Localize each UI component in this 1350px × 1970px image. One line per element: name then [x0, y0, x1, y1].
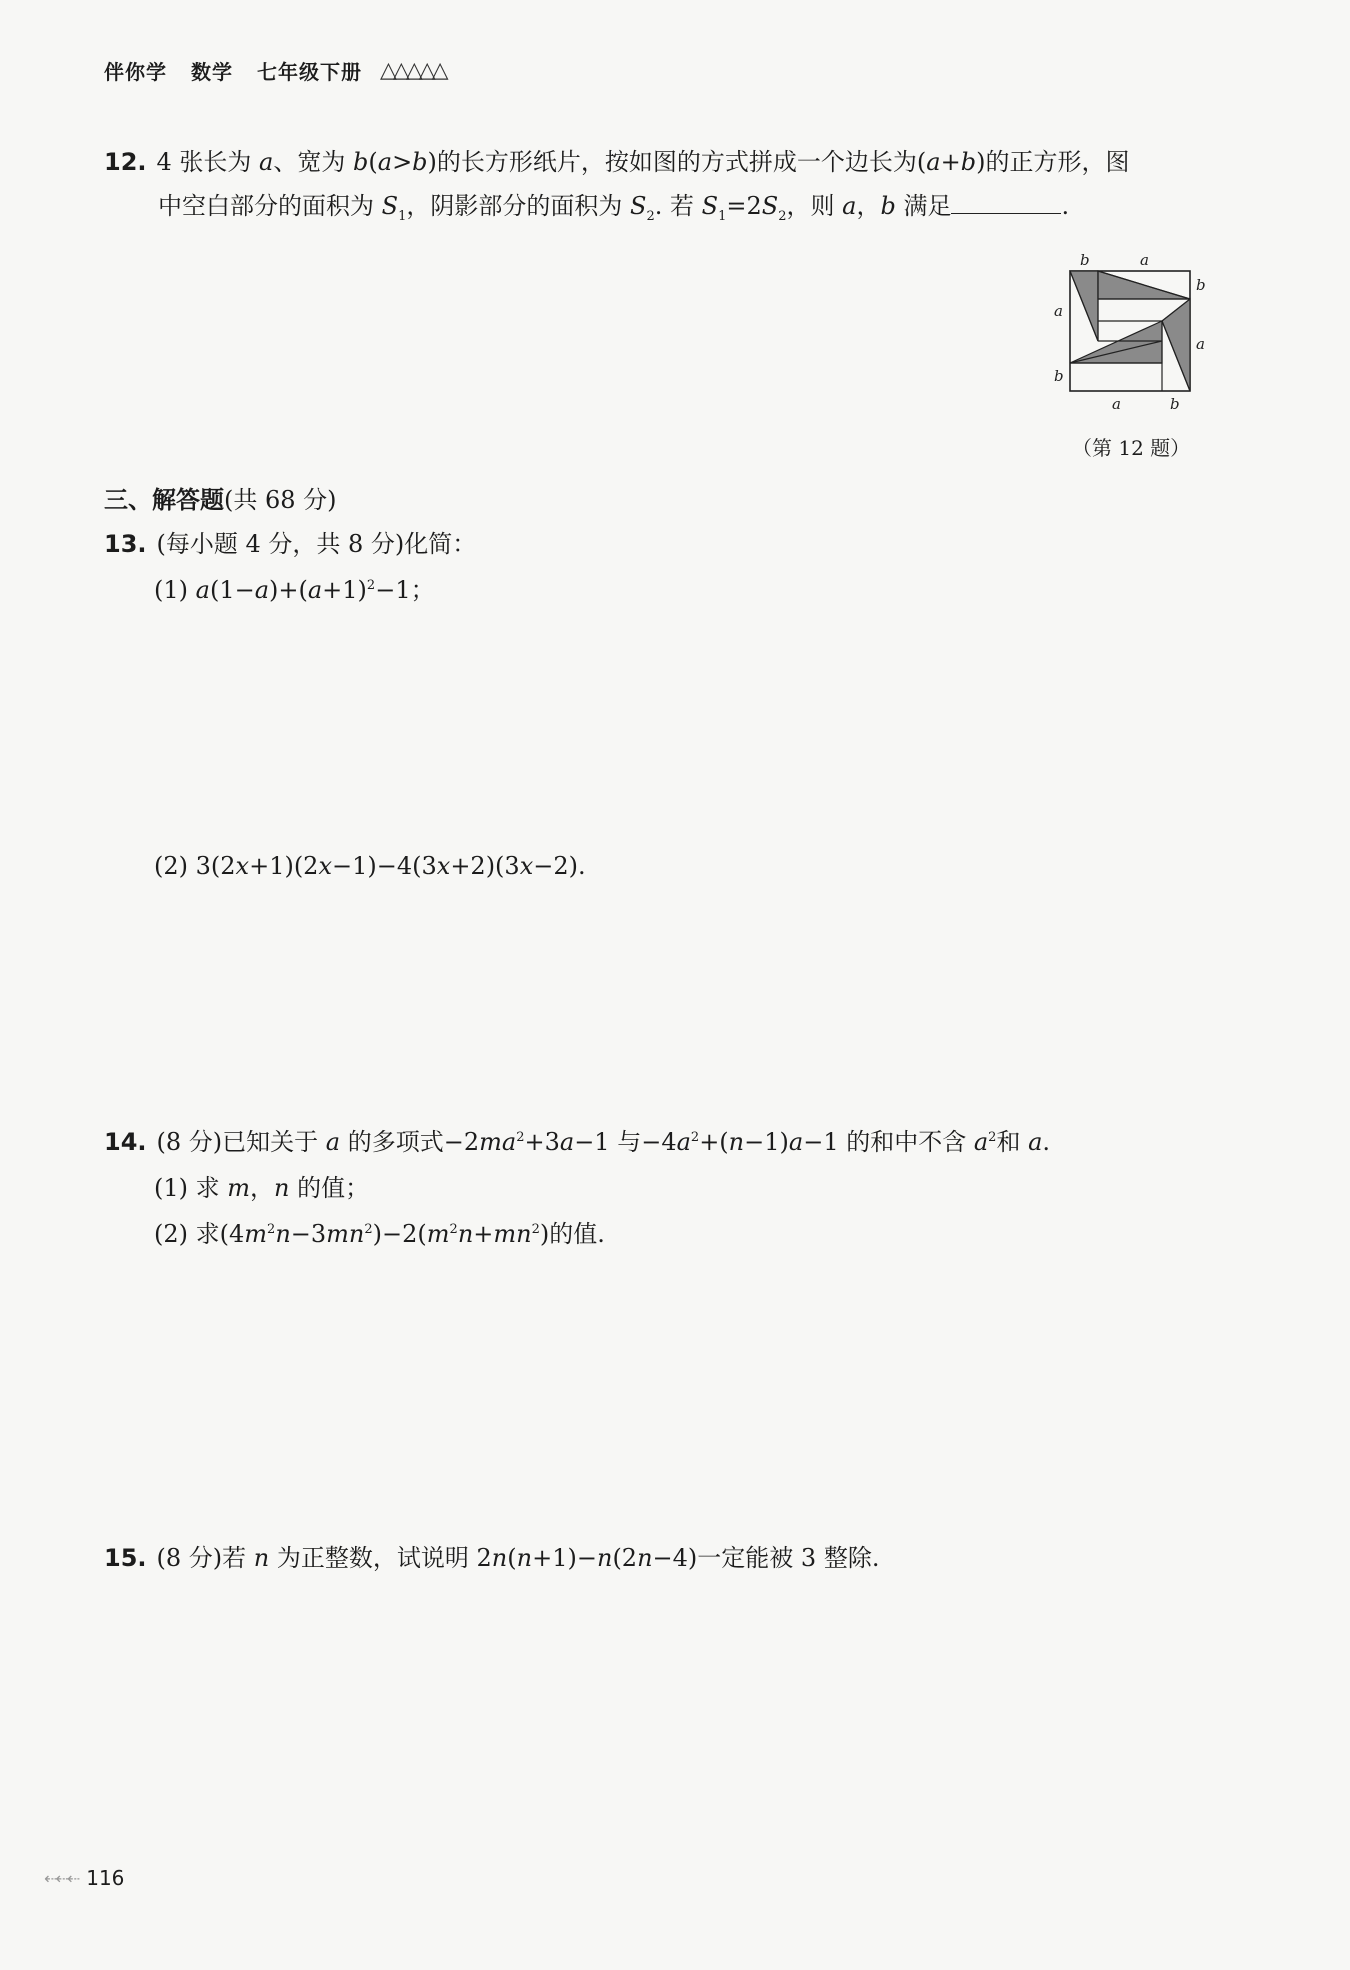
page-footer	[44, 1866, 124, 1890]
section-heading: 三、解答题(共 68 分)	[104, 486, 337, 514]
question-number: 14.	[104, 1128, 147, 1156]
question-number: 15.	[104, 1544, 147, 1572]
q14-part-2: (2) 求$(4m^2n-3mn^2)-2(m^2n+mn^2)$的值.	[154, 1220, 605, 1248]
q13-part-2: (2) 3(2x+1)(2x−1)−4(3x+2)(3x−2).	[154, 852, 586, 880]
label-top-a: a	[1140, 251, 1149, 269]
q14-part-1: (1) 求 m，n 的值；	[154, 1174, 370, 1202]
subject: 数学	[191, 60, 233, 84]
pinwheel-square-figure	[1040, 246, 1220, 416]
label-left-a: a	[1054, 302, 1063, 320]
question-number: 13.	[104, 530, 147, 558]
label-bottom-a: a	[1112, 395, 1121, 413]
label-top-b: b	[1080, 251, 1090, 269]
grade: 七年级下册	[257, 60, 362, 84]
label-bottom-b: b	[1170, 395, 1180, 413]
label-left-b: b	[1054, 367, 1064, 385]
label-right-a: a	[1196, 335, 1205, 353]
label-right-b: b	[1196, 276, 1206, 294]
page-header	[104, 56, 445, 85]
question-number: 12.	[104, 148, 147, 176]
question-12: 12. 4 张长为 a、宽为 b(a>b)的长方形纸片，按如图的方式拼成一个边长为(a+b)的正方形，图 中空白部分的面积为 $S_1$，阴影部分的面积为 $S_2$. 若 $S_1=2S_2$，则 a，b 满足 .	[104, 148, 1130, 224]
q13-part-1: (1) $a(1-a)+(a+1)^2-1$；	[154, 576, 435, 604]
book-title: 伴你学	[104, 60, 167, 84]
question-13: 13. (每小题 4 分，共 8 分)化简：	[104, 530, 477, 558]
figure-caption: （第 12 题）	[1072, 436, 1191, 460]
page-number: 116	[86, 1866, 125, 1890]
question-15: 15. (8 分)若 n 为正整数，试说明 2n(n+1)−n(2n−4)一定能被 3 整除.	[104, 1544, 880, 1572]
question-14: 14. (8 分)已知关于 a 的多项式$-2ma^2+3a-1$ 与$-4a^2+(n-1)a-1$ 的和中不含 $a^2$和 a.	[104, 1128, 1051, 1156]
answer-blank[interactable]	[951, 191, 1061, 214]
arrow-decor-icon: ⇠⇠⇠	[44, 1868, 79, 1888]
header-triangle-decor: △△△△△	[380, 58, 445, 83]
